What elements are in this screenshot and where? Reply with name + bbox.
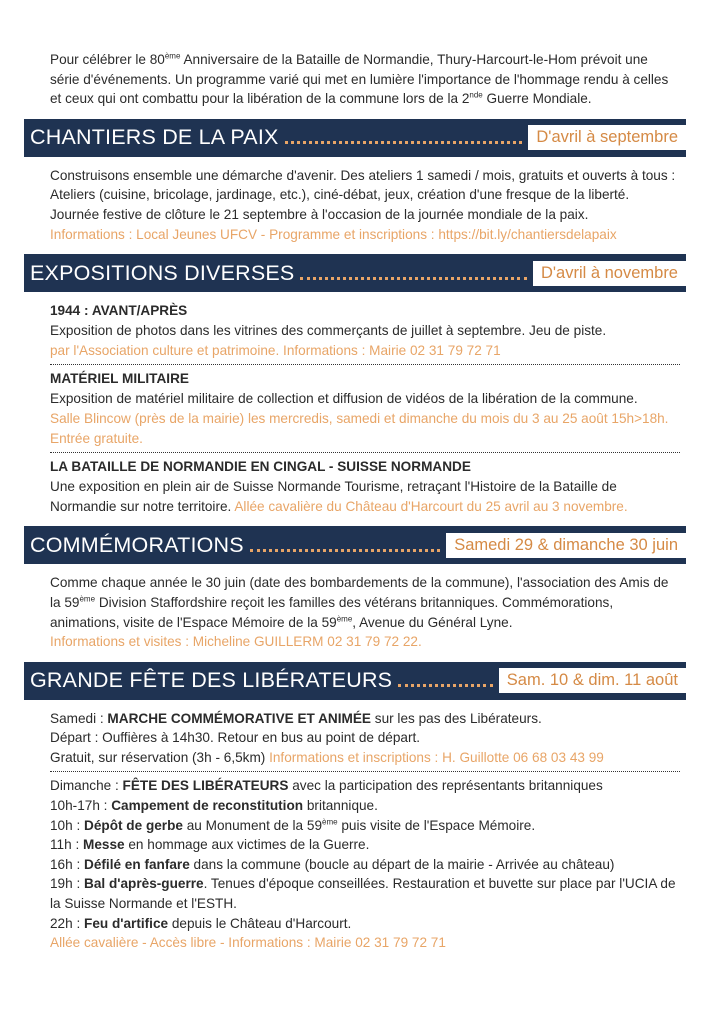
program-detail: dans la commune (boucle au départ de la mairie - Arrivée au château)	[189, 856, 615, 872]
program-sup: ème	[322, 817, 338, 827]
dimanche-info: Allée cavalière - Accès libre - Informations : Mairie 02 31 79 72 71	[50, 935, 446, 951]
program-detail: puis visite de l'Espace Mémoire.	[337, 817, 536, 833]
dotted-separator	[50, 452, 680, 453]
intro-text: Guerre Mondiale.	[482, 91, 592, 107]
page	[30, 50, 680, 953]
program-item	[50, 816, 680, 836]
program-time: 19h :	[50, 876, 85, 892]
program-item	[50, 855, 680, 875]
program-item	[50, 914, 680, 934]
program-detail: depuis le Château d'Harcourt.	[168, 915, 352, 931]
program-detail: en hommage aux victimes de la Guerre.	[124, 837, 370, 853]
dotted-separator	[50, 364, 680, 365]
intro-sup: nde	[469, 90, 483, 100]
section-title: EXPOSITIONS DIVERSES	[30, 260, 295, 285]
expo-text: Exposition de photos dans les vitrines des commerçants de juillet à septembre. Jeu de piste.	[50, 323, 607, 339]
commemorations-info: Informations et visites : Micheline GUILLERM 02 31 79 72 22.	[50, 634, 422, 650]
program-time: 16h :	[50, 856, 85, 872]
dimanche-event: FÊTE DES LIBÉRATEURS	[122, 778, 289, 794]
samedi-booking-text: Gratuit, sur réservation (3h - 6,5km)	[50, 749, 270, 765]
program-detail: . Tenues d'époque conseillées. Restauration et buvette sur place par l'UCIA de la Suisse Normande et l'ESTH.	[50, 876, 676, 912]
dotted-leader	[285, 141, 523, 144]
commemorations-text	[50, 573, 680, 632]
commemorations-text-part: Comme chaque année le 30 juin (date des bombardements de la commune), l'association des Amis de la 59	[50, 575, 669, 610]
dotted-leader	[250, 549, 440, 552]
program-title: Dépôt de gerbe	[84, 817, 183, 833]
commemorations-sup: ème	[336, 613, 353, 623]
section-header-commemorations	[24, 526, 686, 564]
dimanche-label: Dimanche :	[50, 778, 123, 794]
program-title: Défilé en fanfare	[84, 856, 190, 872]
commemorations-text-part: , Avenue du Général Lyne.	[352, 614, 513, 630]
chantiers-info: Informations : Local Jeunes UFCV - Programme et inscriptions : https://bit.ly/chantiersdelapaix	[50, 226, 617, 242]
expo-heading: MATÉRIEL MILITAIRE	[50, 371, 189, 387]
expo-info: par l'Association culture et patrimoine. Informations : Mairie 02 31 79 72 71	[50, 342, 501, 358]
program-detail: britannique.	[303, 798, 378, 814]
samedi-line	[50, 709, 680, 729]
expo-heading: LA BATAILLE DE NORMANDIE EN CINGAL - SUISSE NORMANDE	[50, 459, 471, 475]
dimanche-event-rest: avec la participation des représentants britanniques	[288, 778, 603, 794]
expo-text: Exposition de matériel militaire de collection et diffusion de vidéos de la libération de la commune.	[50, 391, 638, 407]
samedi-info: Informations et inscriptions : H. Guillotte 06 68 03 43 99	[269, 749, 604, 765]
samedi-label: Samedi :	[50, 710, 108, 726]
expo-paragraph	[50, 477, 680, 516]
program-time: 22h :	[50, 915, 85, 931]
intro-sup: ème	[164, 51, 181, 61]
section-date: D'avril à septembre	[528, 125, 686, 150]
section-date: D'avril à novembre	[533, 261, 686, 286]
program-item	[50, 874, 680, 913]
dotted-leader	[398, 684, 493, 687]
intro-text: Anniversaire de la Bataille de Normandie, Thury-Harcourt-le-Hom prévoit une série d'événements. Un programme varié qui met en lumière l'importance de l'hommage rendu à celles et ceux qui ont combattu pour la libération de la commune lors de la 2	[50, 52, 669, 107]
commemorations-sup: ème	[79, 594, 96, 604]
intro-paragraph	[50, 50, 680, 109]
program-title: Messe	[83, 837, 125, 853]
expo-heading: 1944 : AVANT/APRÈS	[50, 303, 188, 319]
section-header-expositions	[24, 254, 686, 292]
section-title: CHANTIERS DE LA PAIX	[30, 125, 279, 150]
commemorations-text-part: Division Staffordshire reçoit les familles des vétérans britanniques. Commémorations, animations, visite de l'Espace Mémoire de la 59	[50, 594, 614, 630]
intro-text: Pour célébrer le 80	[50, 52, 165, 67]
chantiers-text: Construisons ensemble une démarche d'avenir. Des ateliers 1 samedi / mois, gratuits et ouverts à tous : Ateliers (cuisine, bricolage, jardinage, etc.), ciné-débat, jeux, création d'une fresque de la liberté. Journée festive de clôture le 21 septembre à l'occasion de la journée mondiale de la paix.	[50, 167, 676, 222]
expo-info: Allée cavalière du Château d'Harcourt du 25 avril au 3 novembre.	[234, 498, 628, 514]
dimanche-line	[50, 776, 680, 796]
samedi-event-rest: sur les pas des Libérateurs.	[371, 710, 542, 726]
section-date: Samedi 29 & dimanche 30 juin	[446, 533, 686, 558]
samedi-event: MARCHE COMMÉMORATIVE ET ANIMÉE	[107, 710, 371, 726]
program-title: Feu d'artifice	[84, 915, 169, 931]
program-time: 11h :	[50, 837, 84, 853]
program-title: Bal d'après-guerre	[84, 876, 204, 892]
expo-info: Salle Blincow (près de la mairie) les mercredis, samedi et dimanche du mois du 3 au 25 août 15h>18h. Entrée gratuite.	[50, 410, 669, 446]
program-item	[50, 796, 680, 816]
program-item	[50, 835, 680, 855]
samedi-booking	[50, 748, 680, 768]
section-header-fete	[24, 662, 686, 700]
program-time: 10h :	[50, 817, 85, 833]
program-title: Campement de reconstitution	[111, 798, 304, 814]
dotted-leader	[300, 277, 526, 280]
section-header-chantiers	[24, 119, 686, 157]
program-time: 10h-17h :	[50, 798, 112, 814]
section-title: COMMÉMORATIONS	[30, 532, 244, 557]
program-detail: au Monument de la 59	[182, 817, 323, 833]
samedi-departure: Départ : Ouffières à 14h30. Retour en bus au point de départ.	[50, 730, 421, 746]
section-date: Sam. 10 & dim. 11 août	[499, 668, 686, 693]
section-title: GRANDE FÊTE DES LIBÉRATEURS	[30, 668, 393, 693]
dotted-separator	[50, 771, 680, 772]
expo-text: Une exposition en plein air de Suisse Normande Tourisme, retraçant l'Histoire de la Bataille de Normandie sur notre territoire.	[50, 479, 617, 514]
